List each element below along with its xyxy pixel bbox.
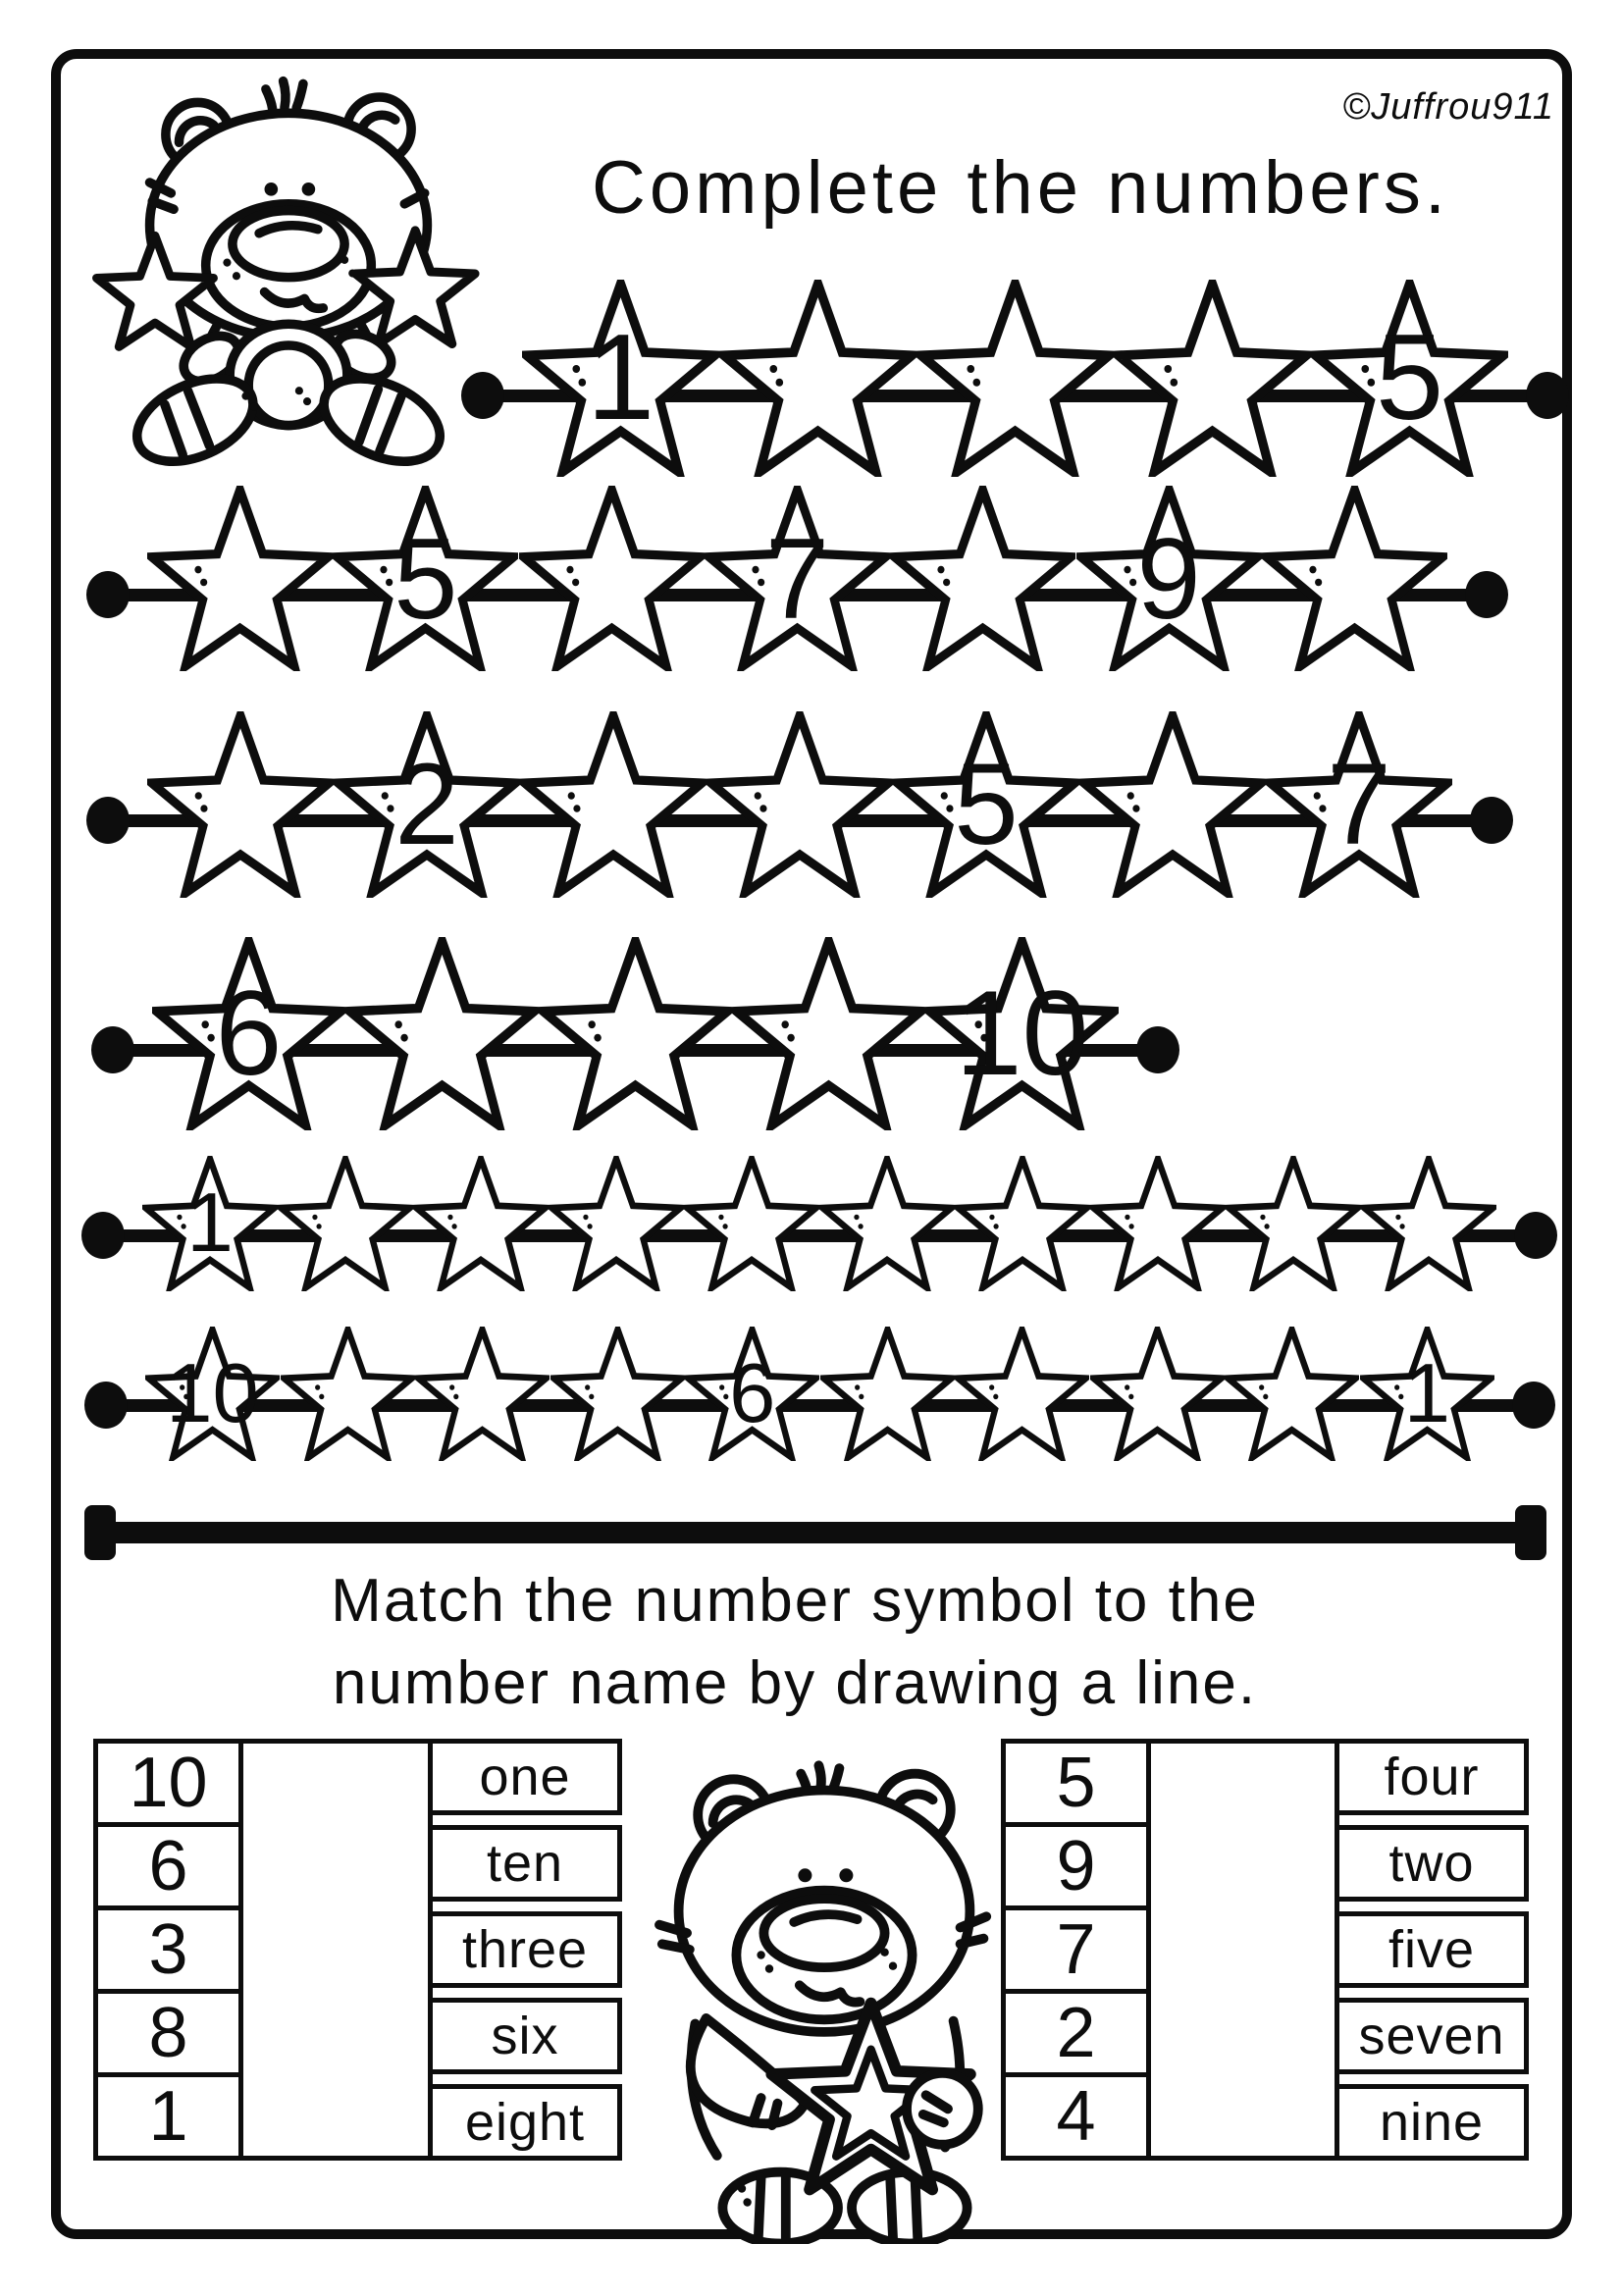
- star-number: [413, 1164, 549, 1282]
- star-number: [519, 496, 705, 659]
- star-number: [345, 949, 539, 1119]
- number-star[interactable]: [1079, 711, 1266, 898]
- number-star: [1266, 711, 1452, 898]
- line-end-dot: [1470, 797, 1513, 844]
- star-number: [916, 291, 1114, 465]
- line-end-dot: [86, 571, 130, 618]
- teddy-bear-with-stars-illustration: [88, 57, 489, 471]
- star-number: 7: [1327, 739, 1391, 869]
- stars-container: [145, 1327, 1494, 1461]
- number-star[interactable]: [819, 1156, 955, 1291]
- star-number: [281, 1334, 415, 1453]
- number-star: [1076, 486, 1262, 671]
- number-name: seven: [1358, 2007, 1505, 2065]
- line-end-dot: [81, 1212, 125, 1259]
- number-symbol: 9: [1056, 1827, 1096, 1905]
- star-number-line-3: [147, 711, 1452, 898]
- star-number: [955, 1334, 1089, 1453]
- star-number: [549, 1164, 684, 1282]
- number-name: nine: [1379, 2093, 1485, 2152]
- draw-line-area[interactable]: [1146, 1739, 1339, 2161]
- stars-container: [152, 937, 1119, 1130]
- number-symbol: 7: [1056, 1910, 1096, 1989]
- number-star[interactable]: [707, 711, 893, 898]
- line-end-dot: [1514, 1212, 1557, 1259]
- number-star[interactable]: [278, 1156, 413, 1291]
- number-star: [1311, 280, 1508, 477]
- star-number: [520, 722, 707, 886]
- number-star[interactable]: [1090, 1327, 1225, 1461]
- star-number: 7: [764, 513, 830, 643]
- names-column: [1335, 1739, 1529, 2161]
- match-section-heading-line2: number name by drawing a line.: [332, 1649, 1258, 1717]
- number-symbol-cell: [93, 2072, 243, 2161]
- number-symbol: 6: [148, 1827, 188, 1905]
- number-star[interactable]: [916, 280, 1114, 477]
- number-star[interactable]: [281, 1327, 415, 1461]
- divider-end-cap: [1515, 1505, 1546, 1560]
- star-number: 1: [1403, 1346, 1451, 1440]
- star-number: [1225, 1334, 1359, 1453]
- number-name: six: [491, 2007, 559, 2065]
- star-number: [819, 1164, 955, 1282]
- star-number: 1: [586, 309, 655, 446]
- number-symbol-cell: [93, 1905, 243, 1994]
- number-name-cell: [428, 1911, 622, 1988]
- line-end-dot: [1136, 1026, 1179, 1073]
- stars-container: [142, 1156, 1496, 1291]
- number-star[interactable]: [955, 1156, 1090, 1291]
- star-number: 5: [1375, 309, 1444, 446]
- number-name: five: [1387, 1920, 1476, 1979]
- number-name: four: [1384, 1748, 1480, 1806]
- line-end-dot: [84, 1382, 128, 1429]
- number-symbol: 2: [1056, 1994, 1096, 2072]
- star-number: 5: [393, 513, 458, 643]
- number-name-cell: [1335, 1739, 1529, 1815]
- number-name-cell: [1335, 1998, 1529, 2074]
- number-name-cell: [428, 2084, 622, 2161]
- star-number: [278, 1164, 413, 1282]
- number-star[interactable]: [1361, 1156, 1496, 1291]
- number-star[interactable]: [719, 280, 916, 477]
- page-title: Complete the numbers.: [592, 146, 1449, 230]
- star-number: [1079, 722, 1266, 886]
- number-star: [925, 937, 1119, 1130]
- number-star: [145, 1327, 280, 1461]
- number-star: [685, 1327, 819, 1461]
- number-name-cell: [1335, 1911, 1529, 1988]
- star-number: [684, 1164, 819, 1282]
- number-star: [522, 280, 719, 477]
- star-number: [890, 496, 1075, 659]
- number-star[interactable]: [955, 1327, 1089, 1461]
- star-number: 5: [954, 739, 1019, 869]
- star-number: 10: [955, 965, 1089, 1101]
- star-number: [1090, 1334, 1225, 1453]
- star-number: [820, 1334, 955, 1453]
- number-name: three: [461, 1920, 589, 1979]
- star-number: [1262, 496, 1447, 659]
- star-number-line-1: [522, 280, 1508, 477]
- number-star[interactable]: [413, 1156, 549, 1291]
- star-number-line-6: [145, 1327, 1494, 1461]
- star-number: 6: [215, 965, 283, 1101]
- star-number: [955, 1164, 1090, 1282]
- star-number: [550, 1334, 685, 1453]
- number-name: one: [479, 1748, 571, 1806]
- number-symbol-cell: [93, 1739, 243, 1827]
- numbers-column: [93, 1739, 243, 2161]
- copyright-text: ©Juffrou911: [1342, 86, 1554, 128]
- star-number-line-4: [152, 937, 1119, 1130]
- number-symbol: 10: [129, 1744, 208, 1822]
- line-end-dot: [91, 1026, 134, 1073]
- number-star: [333, 486, 518, 671]
- number-star[interactable]: [539, 937, 732, 1130]
- star-number-line-5: [142, 1156, 1496, 1291]
- names-column: [428, 1739, 622, 2161]
- number-star[interactable]: [820, 1327, 955, 1461]
- number-name-cell: [428, 1825, 622, 1902]
- divider-end-cap: [84, 1505, 116, 1560]
- star-number: [707, 722, 893, 886]
- star-number: 6: [729, 1346, 776, 1440]
- number-name-cell: [1335, 2084, 1529, 2161]
- match-table-left: [93, 1739, 622, 2161]
- number-star[interactable]: [345, 937, 539, 1130]
- number-star[interactable]: [147, 711, 334, 898]
- star-number: [1226, 1164, 1361, 1282]
- star-number: [415, 1334, 550, 1453]
- stars-container: [147, 486, 1447, 671]
- line-end-dot: [1526, 372, 1569, 419]
- star-number: [1361, 1164, 1496, 1282]
- star-number: [732, 949, 925, 1119]
- star-number: 9: [1136, 513, 1201, 643]
- match-section-heading-line1: Match the number symbol to the: [331, 1567, 1259, 1635]
- number-star[interactable]: [1090, 1156, 1226, 1291]
- number-star[interactable]: [415, 1327, 550, 1461]
- number-star[interactable]: [732, 937, 925, 1130]
- number-symbol-cell: [93, 1822, 243, 1910]
- number-star[interactable]: [550, 1327, 685, 1461]
- star-number: [539, 949, 732, 1119]
- number-symbol: 5: [1056, 1744, 1096, 1822]
- line-end-dot: [1512, 1382, 1555, 1429]
- number-star[interactable]: [684, 1156, 819, 1291]
- star-number: [147, 722, 334, 886]
- number-name-cell: [1335, 1825, 1529, 1902]
- number-symbol: 1: [148, 2077, 188, 2156]
- number-symbol: 3: [148, 1910, 188, 1989]
- teddy-bear-holding-star-illustration: [618, 1748, 1030, 2244]
- number-star[interactable]: [890, 486, 1075, 671]
- number-star[interactable]: [549, 1156, 684, 1291]
- star-number: [1114, 291, 1311, 465]
- number-name-cell: [428, 1739, 622, 1815]
- number-star[interactable]: [1225, 1327, 1359, 1461]
- number-star: [142, 1156, 278, 1291]
- number-star[interactable]: [519, 486, 705, 671]
- draw-line-area[interactable]: [238, 1739, 433, 2161]
- number-star: [705, 486, 890, 671]
- line-end-dot: [86, 797, 130, 844]
- number-star[interactable]: [1226, 1156, 1361, 1291]
- match-table-right: [1001, 1739, 1529, 2161]
- line-end-dot: [461, 372, 504, 419]
- star-number: [147, 496, 333, 659]
- star-number: [1090, 1164, 1226, 1282]
- number-symbol: 4: [1056, 2077, 1096, 2156]
- number-star[interactable]: [147, 486, 333, 671]
- number-star[interactable]: [1262, 486, 1447, 671]
- stars-container: [522, 280, 1508, 477]
- number-name: eight: [464, 2093, 586, 2152]
- star-number: 10: [166, 1346, 259, 1440]
- star-number: 1: [186, 1176, 234, 1271]
- stars-container: [147, 711, 1452, 898]
- number-symbol-cell: [93, 1989, 243, 2077]
- number-name: ten: [486, 1834, 564, 1893]
- star-number: [719, 291, 916, 465]
- star-number-line-2: [147, 486, 1447, 671]
- number-star: [152, 937, 345, 1130]
- star-number: 2: [394, 739, 459, 869]
- number-symbol: 8: [148, 1994, 188, 2072]
- number-star: [1360, 1327, 1494, 1461]
- number-star: [893, 711, 1079, 898]
- number-star[interactable]: [1114, 280, 1311, 477]
- number-name-cell: [428, 1998, 622, 2074]
- number-star: [334, 711, 520, 898]
- number-star[interactable]: [520, 711, 707, 898]
- section-divider: [93, 1522, 1526, 1543]
- number-name: two: [1388, 1834, 1475, 1893]
- line-end-dot: [1465, 571, 1508, 618]
